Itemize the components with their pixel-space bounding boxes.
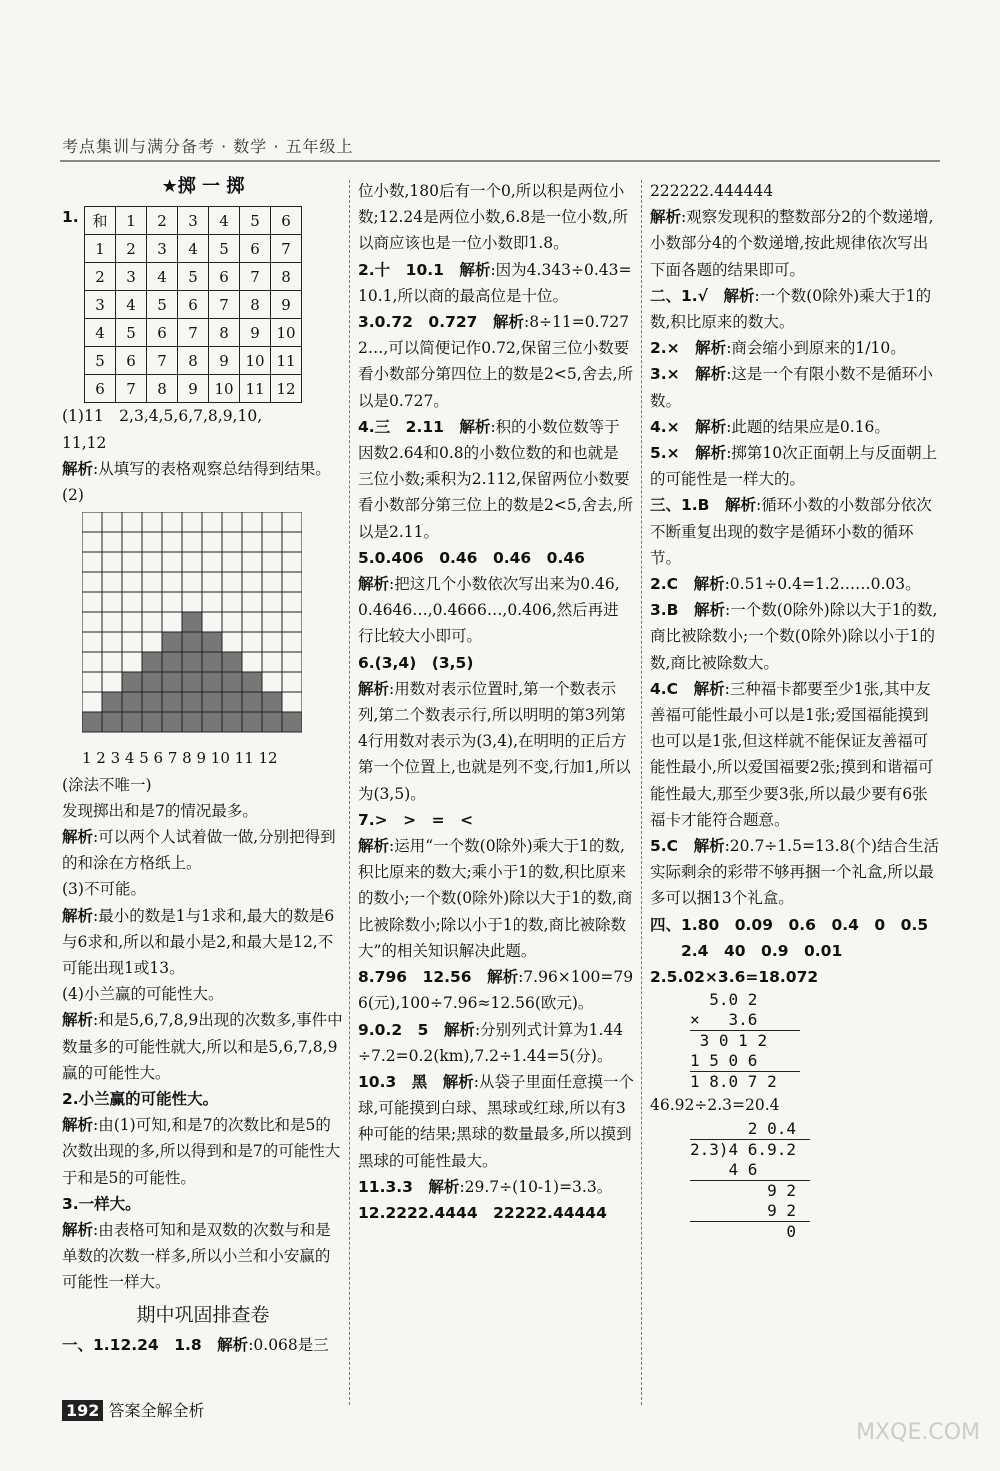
analysis-text: :观察发现积的整数部分2的个数递增,小数部分4的个数递增,按此规律依次写出下面各题的结果即可。: [650, 208, 934, 279]
table-row: [85, 207, 302, 235]
answer: 4.C: [650, 679, 694, 698]
analysis-label: 解析: [358, 575, 390, 594]
analysis: [62, 1217, 344, 1296]
bar-cell: [222, 672, 242, 692]
bar-cell: [202, 672, 222, 692]
answer-line: 一、1.12.24 1.8: [62, 1335, 218, 1354]
table-cell: 6: [240, 235, 271, 263]
table-cell: 2: [85, 263, 116, 291]
table-cell: 5: [240, 207, 271, 235]
table-cell: 8: [271, 263, 302, 291]
analysis-label: 解析: [358, 679, 390, 698]
answer: 2.十 10.1: [358, 260, 460, 279]
bar-cell: [222, 652, 242, 672]
calc-line: 3 0 1 2: [690, 1031, 768, 1051]
answer-line: 11,12: [62, 433, 107, 452]
calc-line: 2.3)4 6.9.2: [690, 1139, 796, 1159]
table-cell: 9: [271, 291, 302, 319]
bar-cell: [242, 692, 262, 712]
bar-cell: [142, 692, 162, 712]
table-cell: 和: [85, 207, 116, 235]
sum-table: [84, 206, 302, 403]
analysis-label: 解析: [459, 417, 491, 436]
vertical-multiplication: [690, 990, 940, 1092]
analysis-text: :由表格可知和是双数的次数与和是单数的次数一样多,所以小兰和小安赢的可能性一样大。: [62, 1221, 331, 1292]
analysis-label: 解析: [442, 1072, 474, 1091]
bar-cell: [122, 692, 142, 712]
bar-cell: [242, 672, 262, 692]
answer: 8.796 12.56: [358, 968, 488, 987]
table-row: [85, 291, 302, 319]
analysis-label: 解析: [217, 1335, 249, 1354]
page-header: 考点集训与满分备考 · 数学 · 五年级上: [62, 137, 354, 156]
analysis-label: 解析: [693, 679, 725, 698]
analysis-label: 解析: [695, 339, 727, 358]
analysis-text: :从袋子里面任意摸一个球,可能摸到白球、黑球或红球,所以有3种可能的结果;黑球的数量最多,所以摸到黑球的可能性最大。: [358, 1072, 634, 1170]
table-cell: 5: [209, 235, 240, 263]
analysis-text: :商会缩小到原来的1/10。: [726, 339, 906, 358]
table-cell: 7: [240, 263, 271, 291]
table-cell: 10: [271, 319, 302, 347]
table-cell: 6: [147, 319, 178, 347]
analysis-label: 解析: [650, 208, 682, 227]
answer-line: 3.一样大。: [62, 1194, 141, 1213]
analysis-label: 解析: [459, 260, 491, 279]
table-cell: 6: [178, 291, 209, 319]
table-row: [85, 319, 302, 347]
table-cell: 4: [85, 319, 116, 347]
table-cell: 1: [116, 207, 147, 235]
bar-cell: [182, 692, 202, 712]
analysis-label: 解析: [725, 496, 757, 515]
answer-line: (3)不可能。: [62, 880, 146, 899]
analysis-text: :8÷11=0.7272…,可以简便记作0.72,保留三位小数要看小数部分第四位上的数是2<5,舍去,所以是0.727。: [358, 313, 634, 410]
bar-cell: [162, 712, 182, 732]
bar-cell: [82, 712, 102, 732]
bar-cell: [162, 672, 182, 692]
calc-line: 9 2: [690, 1201, 810, 1222]
answer: 二、1.√: [650, 286, 724, 305]
table-cell: 8: [147, 375, 178, 403]
bar-cell: [102, 692, 122, 712]
bar-cell: [142, 712, 162, 732]
bar-cell: [262, 692, 282, 712]
answer: 三、1.B: [650, 496, 725, 515]
answer: 9.0.2 5: [358, 1020, 444, 1039]
table-cell: 8: [209, 319, 240, 347]
table-row: [85, 347, 302, 375]
answer: 3.0.72 0.727: [358, 313, 493, 332]
table-cell: 11: [240, 375, 271, 403]
bar-cell: [242, 712, 262, 732]
analysis-text: :从填写的表格观察总结得到结果。: [93, 459, 331, 478]
answer-line: 2.小兰赢的可能性大。: [62, 1090, 219, 1109]
table-cell: 4: [209, 207, 240, 235]
answer: 4.×: [650, 417, 696, 436]
analysis-label: 解析: [695, 365, 727, 384]
calc-line: 4 6: [690, 1160, 810, 1181]
header-divider: [60, 160, 940, 162]
analysis-text: :三种福卡都要至少1张,其中友善福可能性最小可以是1张;爱国福能摸到也可以是1张,但这样就不能保证友善福可能性最小,所以爱国福要2张;摸到和谐福可能性最大,那至少要3张,所以最少要有6张福卡才能符合题意。: [650, 679, 934, 829]
answer: 46.92÷2.3=20.4: [650, 1096, 780, 1115]
table-cell: 6: [85, 375, 116, 403]
analysis: [62, 903, 344, 982]
analysis-text: :循环小数的小数部分依次不断重复出现的数字是循环小数的循环节。: [650, 496, 932, 567]
answer: 10.3 黑: [358, 1072, 443, 1091]
analysis: [62, 1112, 344, 1191]
analysis-label: 解析: [62, 1221, 94, 1240]
answer: 12.2222.4444 22222.44444: [358, 1203, 607, 1222]
table-cell: 10: [209, 375, 240, 403]
bar-cell: [202, 692, 222, 712]
part-label: (2): [62, 486, 84, 505]
analysis: [62, 456, 344, 482]
bar-cell: [182, 672, 202, 692]
table-cell: 3: [116, 263, 147, 291]
calc-line: 5.0 2: [690, 990, 758, 1010]
answer-line: (4)小兰赢的可能性大。: [62, 985, 224, 1004]
bar-cell: [282, 712, 302, 732]
analysis-text: :掷第10次正面朝上与反面朝上的可能性是一样大的。: [650, 444, 938, 489]
calc-line: 1 8.0 7 2: [690, 1072, 777, 1092]
analysis-text: :0.51÷0.4=1.2……0.03。: [724, 575, 921, 594]
answer: 4.三 2.11: [358, 417, 460, 436]
bar-cell: [182, 712, 202, 732]
bar-cell: [162, 692, 182, 712]
answer: 6.(3,4) (3,5): [358, 653, 474, 672]
page-number: 192: [62, 1400, 103, 1421]
column-1: [62, 172, 344, 1358]
question-number: 1.: [62, 208, 79, 227]
table-cell: 6: [271, 207, 302, 235]
table-cell: 9: [178, 375, 209, 403]
analysis-text: :用数对表示位置时,第一个数表示列,第二个数表示行,所以明明的第3列第4行用数对表示为(3,4),在明明的正后方第一个位置上,也就是列不变,行加1,所以为(3,5)。: [358, 679, 631, 803]
bar-cell: [202, 652, 222, 672]
analysis-text: :可以两个人试着做一做,分别把得到的和涂在方格纸上。: [62, 828, 336, 873]
answer: 5.C: [650, 837, 694, 856]
calc-line: 0: [690, 1221, 796, 1241]
footer-text: 答案全解全析: [108, 1401, 205, 1420]
analysis-text: :一个数(0除外)乘大于1的数,积比原来的数大。: [650, 286, 932, 332]
table-cell: 6: [209, 263, 240, 291]
table-cell: 1: [85, 235, 116, 263]
table-cell: 3: [178, 207, 209, 235]
table-row: [85, 375, 302, 403]
table-cell: 7: [147, 347, 178, 375]
analysis-label: 解析: [62, 906, 94, 925]
answer: 11.3.3: [358, 1177, 429, 1196]
analysis-text: :因为4.343÷0.43=10.1,所以商的最高位是十位。: [358, 260, 632, 305]
bar-cell: [182, 652, 202, 672]
bar-grid-svg: [82, 512, 302, 737]
section-title: ★掷 一 掷: [161, 176, 245, 197]
answer: 2.C: [650, 575, 694, 594]
bar-cell: [162, 652, 182, 672]
bar-cell: [122, 672, 142, 692]
analysis-text: :运用“一个数(0除外)乘大于1的数,积比原来的数大;乘小于1的数,积比原来的数小;一个数(0除外)除以大于1的数,商比被除数小;除以小于1的数,商比被除数大”的相关知识解决此题。: [358, 837, 633, 960]
table-cell: 9: [240, 319, 271, 347]
table-cell: 2: [147, 207, 178, 235]
analysis-text: :由(1)可知,和是7的次数比和是5的次数出现的多,所以得到和是7的可能性大于和是5的可能性。: [62, 1116, 341, 1187]
answer: 5.0.406 0.46 0.46 0.46: [358, 548, 585, 567]
analysis: [62, 1007, 344, 1086]
table-cell: 9: [209, 347, 240, 375]
table-cell: 3: [85, 291, 116, 319]
analysis-label: 解析: [62, 459, 94, 478]
table-cell: 4: [116, 291, 147, 319]
answer: 3.×: [650, 365, 696, 384]
answer-line: (1)11 2,3,4,5,6,7,8,9,10,: [62, 407, 263, 426]
analysis-label: 解析: [62, 1116, 94, 1135]
analysis-label: 解析: [443, 1020, 475, 1039]
analysis-label: 解析: [695, 417, 727, 436]
bar-grid: [82, 512, 344, 745]
analysis-text: :最小的数是1与1求和,最大的数是6与6求和,所以和最小是2,和最大是12,不可能出现1或13。: [62, 906, 335, 978]
bar-cell: [222, 692, 242, 712]
table-cell: 2: [116, 235, 147, 263]
answer: 2.4 40 0.9 0.01: [650, 941, 843, 960]
analysis-text: 位小数,180后有一个0,所以积是两位小数;12.24是两位小数,6.8是一位小数,所以商应该也是一位小数即1.8。: [358, 182, 629, 253]
answer: 2.5.02×3.6=18.072: [650, 968, 819, 987]
answer-line: 发现掷出和是7的情况最多。: [62, 801, 258, 820]
watermark: MXQE.COM: [856, 1420, 980, 1445]
column-3: [650, 178, 940, 1242]
calc-line: 9 2: [690, 1180, 796, 1200]
analysis-label: 解析: [358, 837, 390, 856]
table-cell: 7: [178, 319, 209, 347]
answer: 7.> > = <: [358, 810, 474, 829]
calc-line: 1 5 0 6: [690, 1051, 800, 1072]
bar-cell: [202, 712, 222, 732]
table-cell: 7: [271, 235, 302, 263]
bar-cell: [142, 672, 162, 692]
bar-cell: [122, 712, 142, 732]
calc-line: × 3.6: [690, 1010, 800, 1031]
bar-cell: [202, 632, 222, 652]
table-cell: 4: [147, 263, 178, 291]
bar-cell: [262, 712, 282, 732]
table-row: [85, 235, 302, 263]
table-cell: 10: [240, 347, 271, 375]
answer: 3.B: [650, 601, 694, 620]
calc-line: 2 0.4: [690, 1119, 810, 1140]
table-cell: 3: [147, 235, 178, 263]
analysis: [62, 824, 344, 876]
bar-cell: [222, 712, 242, 732]
analysis-label: 解析: [723, 286, 755, 305]
table-cell: 7: [209, 291, 240, 319]
analysis-label: 解析: [695, 444, 727, 463]
table-cell: 6: [116, 347, 147, 375]
bar-cell: [102, 712, 122, 732]
analysis-text: :分别列式计算为1.44÷7.2=0.2(km),7.2÷1.44=5(分)。: [358, 1020, 624, 1065]
analysis-text: :0.068是三: [248, 1335, 329, 1354]
analysis-text: :29.7÷(10-1)=3.3。: [459, 1177, 613, 1196]
analysis-text: :和是5,6,7,8,9出现的次数多,事件中数量多的可能性就大,所以和是5,6,7,8,9赢的可能性大。: [62, 1011, 343, 1082]
table-cell: 8: [178, 347, 209, 375]
analysis-text: :这是一个有限小数不是循环小数。: [650, 365, 933, 410]
analysis-text: :20.7÷1.5=13.8(个)结合生活实际剩余的彩带不够再捆一个礼盒,所以最多可以捆13个礼盒。: [650, 837, 940, 908]
grid-x-labels: 1 2 3 4 5 6 7 8 9 10 11 12: [82, 749, 278, 768]
table-cell: 12: [271, 375, 302, 403]
answer: 5.×: [650, 444, 696, 463]
answer: 四、1.80 0.09 0.6 0.4 0 0.5: [650, 915, 929, 934]
analysis-label: 解析: [428, 1177, 460, 1196]
analysis-text: :此题的结果应是0.16。: [726, 417, 890, 436]
table-cell: 5: [178, 263, 209, 291]
table-cell: 4: [178, 235, 209, 263]
column-2: [358, 178, 634, 1226]
analysis-label: 解析: [693, 575, 725, 594]
analysis-label: 解析: [487, 968, 519, 987]
long-division: [690, 1119, 940, 1242]
table-row: [85, 263, 302, 291]
analysis-text: :7.96×100=796(元),100÷7.96≈12.56(欧元)。: [358, 968, 634, 1013]
answer-line: (涂法不唯一): [62, 775, 152, 794]
analysis-label: 解析: [693, 837, 725, 856]
table-cell: 5: [85, 347, 116, 375]
section-title: 期中巩固排查卷: [136, 1303, 270, 1326]
table-cell: 5: [116, 319, 147, 347]
bar-cell: [182, 632, 202, 652]
analysis-text: :把这几个小数依次写出来为0.46,0.4646…,0.4666…,0.406,然后再进行比较大小即可。: [358, 575, 620, 646]
analysis-label: 解析: [694, 601, 726, 620]
table-cell: 11: [271, 347, 302, 375]
page-footer: [62, 1398, 205, 1421]
analysis-label: 解析: [62, 1011, 94, 1030]
analysis-label: 解析: [492, 313, 524, 332]
bar-cell: [182, 612, 202, 632]
analysis-label: 解析: [62, 828, 94, 847]
analysis-text: :一个数(0除外)除以大于1的数,商比被除数小;一个数(0除外)除以小于1的数,商比被除数大。: [650, 601, 938, 672]
column-divider: [641, 180, 642, 1405]
bar-cell: [142, 652, 162, 672]
table-cell: 8: [240, 291, 271, 319]
table-cell: 7: [116, 375, 147, 403]
column-divider: [349, 180, 350, 1405]
analysis-text: :积的小数位数等于因数2.64和0.8的小数位数的和也就是三位小数;乘积为2.112,保留两位小数要看小数部分第三位上的数是2<5,舍去,所以是2.11。: [358, 417, 634, 541]
answer: 222222.444444: [650, 182, 774, 200]
table-cell: 5: [147, 291, 178, 319]
answer: 2.×: [650, 339, 696, 358]
bar-cell: [162, 632, 182, 652]
